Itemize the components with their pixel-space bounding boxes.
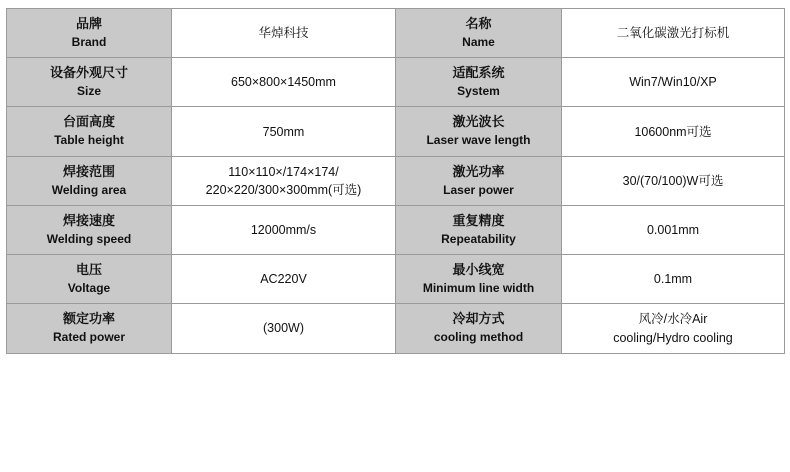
spec-value-cooling-method <box>562 304 785 353</box>
spec-value-repeatability <box>562 205 785 254</box>
spec-label-size <box>7 58 172 107</box>
label-en: Brand <box>71 34 107 49</box>
value-line: 0.1mm <box>653 272 693 287</box>
table-body <box>7 9 785 354</box>
value-line: AC220V <box>260 272 307 287</box>
spec-label-voltage <box>7 255 172 304</box>
value-line: cooling/Hydro cooling <box>613 330 733 345</box>
spec-label-table-height <box>7 107 172 156</box>
label-cn: 激光功率 <box>452 163 505 179</box>
label-cn: 激光波长 <box>452 114 505 130</box>
table-row <box>7 9 785 58</box>
spec-label-minimum-line-width <box>396 255 562 304</box>
spec-value-minimum-line-width <box>562 255 785 304</box>
spec-value-laser-wave-length <box>562 107 785 156</box>
label-en: Welding area <box>51 182 127 197</box>
value-line: 二氧化碳激光打标机 <box>616 26 730 41</box>
label-cn: 品牌 <box>75 16 102 31</box>
value-line: 0.001mm <box>646 223 700 237</box>
value-line: 风冷/水冷Air <box>638 312 708 327</box>
label-en: Size <box>76 84 101 99</box>
label-en: Rated power <box>52 330 125 345</box>
label-cn: 额定功率 <box>62 311 115 327</box>
label-cn: 名称 <box>465 16 492 31</box>
value-line: (300W) <box>263 321 304 336</box>
spec-label-cooling-method <box>396 304 562 353</box>
spec-value-system <box>562 58 785 107</box>
label-cn: 电压 <box>75 262 102 278</box>
label-cn: 重复精度 <box>452 212 505 228</box>
label-en: System <box>457 84 500 99</box>
spec-label-laser-power <box>396 156 562 205</box>
value-line: Win7/Win10/XP <box>629 75 717 90</box>
table-row <box>7 58 785 107</box>
spec-label-system <box>396 58 562 107</box>
specification-table <box>6 8 785 354</box>
label-en: Voltage <box>67 281 111 296</box>
value-line: 华焯科技 <box>258 26 309 41</box>
value-line: 750mm <box>262 124 305 139</box>
value-line: 10600nm可选 <box>634 124 712 139</box>
spec-label-laser-wave-length <box>396 107 562 156</box>
value-line: 650×800×1450mm <box>231 75 336 90</box>
label-cn: 设备外观尺寸 <box>49 65 128 81</box>
label-cn: 冷却方式 <box>452 311 505 327</box>
label-cn: 适配系统 <box>452 65 505 81</box>
label-en: Welding speed <box>46 231 132 246</box>
spec-value-welding-speed <box>172 205 396 254</box>
table-row <box>7 304 785 353</box>
spec-label-rated-power <box>7 304 172 353</box>
table-row <box>7 205 785 254</box>
spec-value-table-height <box>172 107 396 156</box>
spec-value-brand <box>172 9 396 58</box>
table-row <box>7 255 785 304</box>
label-en: Repeatability <box>441 231 516 246</box>
spec-value-welding-area <box>172 156 396 205</box>
table-row <box>7 107 785 156</box>
table-row <box>7 156 785 205</box>
spec-value-voltage <box>172 255 396 304</box>
value-line: 220×220/300×300mm(可选) <box>205 182 362 197</box>
label-en: Name <box>462 34 495 49</box>
label-cn: 台面高度 <box>62 114 115 130</box>
label-cn: 最小线宽 <box>452 262 505 278</box>
label-cn: 焊接范围 <box>62 163 115 179</box>
spec-label-name <box>396 9 562 58</box>
value-line: 30/(70/100)W可选 <box>622 173 724 188</box>
spec-label-welding-speed <box>7 205 172 254</box>
spec-value-rated-power <box>172 304 396 353</box>
value-line: 12000mm/s <box>250 223 317 237</box>
label-en: cooling method <box>433 330 524 345</box>
spec-value-size <box>172 58 396 107</box>
label-cn: 焊接速度 <box>62 212 115 228</box>
spec-value-laser-power <box>562 156 785 205</box>
value-line: 110×110×/174×174/ <box>228 164 339 179</box>
label-en: Laser power <box>443 182 514 197</box>
spec-label-welding-area <box>7 156 172 205</box>
spec-label-repeatability <box>396 205 562 254</box>
spec-label-brand <box>7 9 172 58</box>
label-en: Minimum line width <box>422 281 535 296</box>
spec-value-name <box>562 9 785 58</box>
label-en: Laser wave length <box>426 133 531 148</box>
label-en: Table height <box>54 133 124 148</box>
